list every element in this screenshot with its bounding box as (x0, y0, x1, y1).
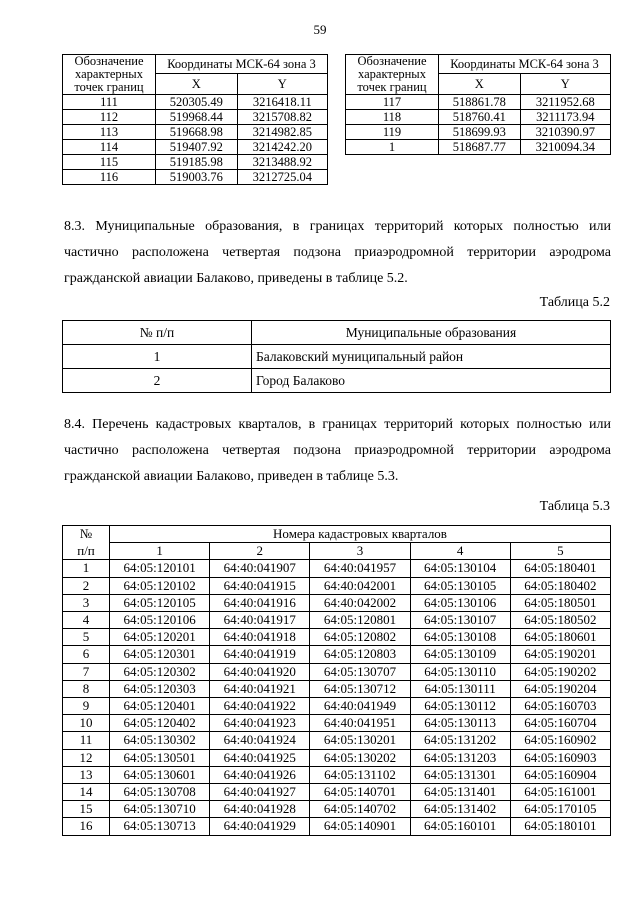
table-cell: 64:05:130105 (410, 577, 510, 594)
header-col-1: 1 (110, 543, 210, 560)
table-cell: 64:05:130501 (110, 749, 210, 766)
table-row (63, 560, 611, 577)
table-cell: 64:40:041951 (310, 715, 410, 732)
table-cell: 113 (63, 125, 156, 140)
table-cell: 1 (63, 345, 252, 369)
table-cell: 12 (63, 749, 110, 766)
table-row (63, 110, 328, 125)
table-cell: 64:05:180402 (510, 577, 610, 594)
table-cell: 518699.93 (439, 125, 521, 140)
table-5-3-title: Таблица 5.3 (539, 499, 610, 514)
paragraph-text: 8.3. Муниципальные образования, в границах территорий которых полностью или частично расположена четвертая подзона приаэродромной территории аэродрома гражданской авиации Балаково, приведены в таблице 5.2. (64, 219, 611, 286)
table-cell: 64:05:130201 (310, 732, 410, 749)
table-cell: 16 (63, 818, 110, 835)
table-cell: 8 (63, 680, 110, 697)
table-cell: 3210390.97 (520, 125, 610, 140)
table-cell: 64:05:170105 (510, 801, 610, 818)
table-row (346, 140, 611, 155)
table-cell: 64:05:120803 (310, 646, 410, 663)
table-cell: 64:05:130109 (410, 646, 510, 663)
table-cell: 64:05:180501 (510, 594, 610, 611)
table-cell: 64:05:120105 (110, 594, 210, 611)
table-cell: 520305.49 (156, 95, 238, 110)
table-cell: 64:05:130202 (310, 749, 410, 766)
table-row (63, 369, 611, 393)
table-cell: 10 (63, 715, 110, 732)
table-row (63, 749, 611, 766)
table-cell: 64:05:160101 (410, 818, 510, 835)
table-cell: 64:40:041917 (210, 612, 310, 629)
header-y: Y (520, 74, 610, 95)
table-cell: 64:40:041915 (210, 577, 310, 594)
table-cell: Город Балаково (252, 369, 611, 393)
table-cell: 5 (63, 629, 110, 646)
header-point-label: Обозначение характерных точек границ (346, 55, 439, 95)
table-cell: 518861.78 (439, 95, 521, 110)
table-cell: 64:40:041919 (210, 646, 310, 663)
table-cell: 64:05:131203 (410, 749, 510, 766)
header-coords-label: Координаты МСК-64 зона 3 (156, 55, 328, 74)
table-cell: 114 (63, 140, 156, 155)
table-cell: 519185.98 (156, 155, 238, 170)
table-cell: 64:40:041920 (210, 663, 310, 680)
table-5-2 (62, 320, 611, 393)
table-cell: 64:40:041918 (210, 629, 310, 646)
header-point-label: Обозначение характерных точек границ (63, 55, 156, 95)
header-coords-label: Координаты МСК-64 зона 3 (439, 55, 611, 74)
table-row (63, 784, 611, 801)
table-cell: 64:05:130111 (410, 680, 510, 697)
table-cell: 1 (63, 560, 110, 577)
table-row (63, 766, 611, 783)
table-cell: 64:05:130712 (310, 680, 410, 697)
table-cell: 64:05:180401 (510, 560, 610, 577)
coords-table-left (62, 54, 328, 185)
table-cell: 64:05:130112 (410, 698, 510, 715)
header-num-top: № (63, 526, 110, 543)
table-cell: 64:40:041924 (210, 732, 310, 749)
table-row (63, 818, 611, 835)
header-num: № п/п (63, 321, 252, 345)
table-cell: 64:05:120301 (110, 646, 210, 663)
table-cell: 64:05:120201 (110, 629, 210, 646)
table-cell: 64:05:130601 (110, 766, 210, 783)
table-cell: 64:05:160902 (510, 732, 610, 749)
table-cell: 4 (63, 612, 110, 629)
table-cell: 3214242.20 (237, 140, 327, 155)
table-cell: 3210094.34 (520, 140, 610, 155)
table-cell: 64:05:190202 (510, 663, 610, 680)
table-row (63, 732, 611, 749)
table-cell: 115 (63, 155, 156, 170)
table-cell: 64:05:160704 (510, 715, 610, 732)
table-cell: 64:40:041928 (210, 801, 310, 818)
table-cell: 64:05:140702 (310, 801, 410, 818)
header-y: Y (237, 74, 327, 95)
table-cell: 117 (346, 95, 439, 110)
table-cell: 1 (346, 140, 439, 155)
table-cell: 6 (63, 646, 110, 663)
table-cell: 64:05:120101 (110, 560, 210, 577)
table-cell: 64:05:120106 (110, 612, 210, 629)
table-cell: 64:40:041926 (210, 766, 310, 783)
table-row (63, 345, 611, 369)
table-cell: 64:40:041923 (210, 715, 310, 732)
table-cell: 518760.41 (439, 110, 521, 125)
table-row (346, 110, 611, 125)
table-cell: 64:05:120802 (310, 629, 410, 646)
table-5-3 (62, 525, 611, 836)
table-row (63, 125, 328, 140)
table-cell: 111 (63, 95, 156, 110)
table-cell: 64:05:130713 (110, 818, 210, 835)
table-row (63, 170, 328, 185)
table-cell: 64:05:131401 (410, 784, 510, 801)
table-cell: 64:05:130104 (410, 560, 510, 577)
header-col-2: 2 (210, 543, 310, 560)
table-cell: 64:05:130106 (410, 594, 510, 611)
table-row (346, 125, 611, 140)
table-row (63, 594, 611, 611)
table-cell: 64:05:120801 (310, 612, 410, 629)
table-cell: 64:05:161001 (510, 784, 610, 801)
table-cell: 64:05:120102 (110, 577, 210, 594)
table-row (63, 646, 611, 663)
table-cell: 13 (63, 766, 110, 783)
table-cell: 64:05:120402 (110, 715, 210, 732)
table-row (63, 680, 611, 697)
table-cell: 2 (63, 369, 252, 393)
table-cell: 11 (63, 732, 110, 749)
table-cell: 519407.92 (156, 140, 238, 155)
table-row (63, 715, 611, 732)
table-cell: 64:05:140901 (310, 818, 410, 835)
table-cell: 519668.98 (156, 125, 238, 140)
table-cell: 64:05:130110 (410, 663, 510, 680)
table-cell: 64:05:131301 (410, 766, 510, 783)
table-cell: 112 (63, 110, 156, 125)
table-cell: 64:40:041949 (310, 698, 410, 715)
table-row (346, 95, 611, 110)
table-cell: 3212725.04 (237, 170, 327, 185)
table-cell: 64:40:041927 (210, 784, 310, 801)
table-cell: 64:05:180502 (510, 612, 610, 629)
table-cell: 64:05:120303 (110, 680, 210, 697)
table-cell: 14 (63, 784, 110, 801)
header-x: X (156, 74, 238, 95)
table-cell: 3213488.92 (237, 155, 327, 170)
table-cell: 64:05:120401 (110, 698, 210, 715)
table-cell: 64:05:130302 (110, 732, 210, 749)
table-cell: 64:05:160903 (510, 749, 610, 766)
table-cell: 64:05:130708 (110, 784, 210, 801)
header-num-bottom: п/п (63, 543, 110, 560)
table-cell: 2 (63, 577, 110, 594)
header-col-5: 5 (510, 543, 610, 560)
table-cell: 116 (63, 170, 156, 185)
table-row (63, 698, 611, 715)
table-cell: 64:40:042002 (310, 594, 410, 611)
table-cell: 64:05:131102 (310, 766, 410, 783)
table-cell: 64:05:190204 (510, 680, 610, 697)
table-cell: 9 (63, 698, 110, 715)
table-cell: 64:05:180101 (510, 818, 610, 835)
header-municipality: Муниципальные образования (252, 321, 611, 345)
table-cell: 64:05:180601 (510, 629, 610, 646)
table-cell: 3211952.68 (520, 95, 610, 110)
table-cell: 64:05:130710 (110, 801, 210, 818)
header-x: X (439, 74, 521, 95)
table-cell: 64:05:131202 (410, 732, 510, 749)
table-cell: 518687.77 (439, 140, 521, 155)
table-cell: 519003.76 (156, 170, 238, 185)
table-cell: 3211173.94 (520, 110, 610, 125)
table-cell: 64:05:160904 (510, 766, 610, 783)
table-cell: 64:05:130113 (410, 715, 510, 732)
table-cell: 64:40:041921 (210, 680, 310, 697)
table-row (63, 663, 611, 680)
table-cell: 64:40:041957 (310, 560, 410, 577)
table-cell: 64:05:131402 (410, 801, 510, 818)
table-cell: 64:05:130107 (410, 612, 510, 629)
table-cell: 7 (63, 663, 110, 680)
table-cell: 64:05:120302 (110, 663, 210, 680)
table-cell: 3215708.82 (237, 110, 327, 125)
paragraph-text: 8.4. Перечень кадастровых кварталов, в границах территорий которых полностью или частично расположена четвертая подзона приаэродромной территории аэродрома гражданской авиации Балаково, приведен в таблице 5.3. (64, 417, 611, 484)
paragraph-8-3 (64, 214, 611, 292)
table-row (63, 612, 611, 629)
table-cell: 64:05:140701 (310, 784, 410, 801)
header-col-3: 3 (310, 543, 410, 560)
page-number: 59 (313, 22, 327, 37)
coords-table-right (345, 54, 611, 155)
table-cell: 64:05:190201 (510, 646, 610, 663)
table-row (63, 801, 611, 818)
table-row (63, 577, 611, 594)
table-cell: 64:05:130108 (410, 629, 510, 646)
table-cell: 64:40:041916 (210, 594, 310, 611)
table-cell: 64:40:041929 (210, 818, 310, 835)
header-col-4: 4 (410, 543, 510, 560)
table-cell: 3216418.11 (237, 95, 327, 110)
table-cell: Балаковский муниципальный район (252, 345, 611, 369)
table-5-2-title: Таблица 5.2 (539, 295, 610, 310)
table-cell: 64:40:041922 (210, 698, 310, 715)
table-cell: 64:40:042001 (310, 577, 410, 594)
table-cell: 64:05:130707 (310, 663, 410, 680)
table-cell: 118 (346, 110, 439, 125)
table-row (63, 155, 328, 170)
paragraph-8-4 (64, 412, 611, 490)
table-cell: 64:40:041907 (210, 560, 310, 577)
table-cell: 3214982.85 (237, 125, 327, 140)
table-cell: 64:05:160703 (510, 698, 610, 715)
table-cell: 64:40:041925 (210, 749, 310, 766)
table-row (63, 140, 328, 155)
table-cell: 3 (63, 594, 110, 611)
table-cell: 119 (346, 125, 439, 140)
table-cell: 15 (63, 801, 110, 818)
table-row (63, 95, 328, 110)
table-row (63, 629, 611, 646)
table-cell: 519968.44 (156, 110, 238, 125)
header-cadastral-group: Номера кадастровых кварталов (110, 526, 611, 543)
